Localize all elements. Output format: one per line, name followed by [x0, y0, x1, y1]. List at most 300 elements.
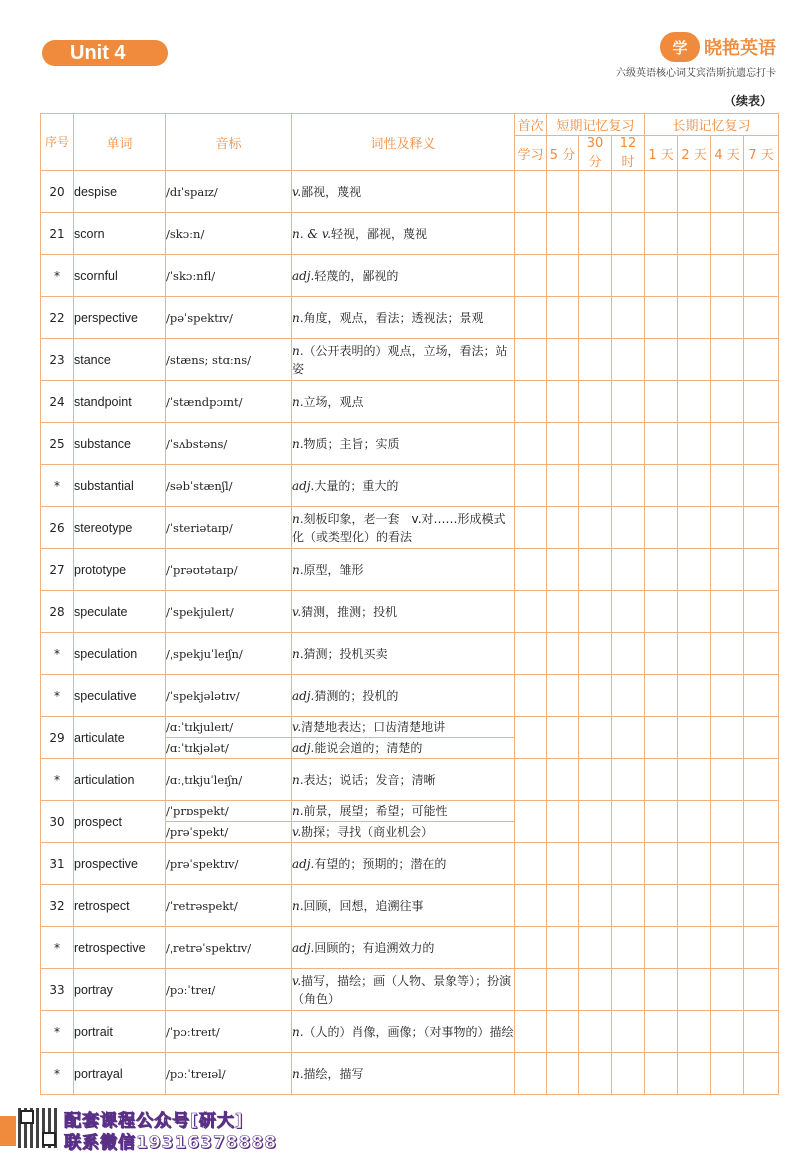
- definition-text: 刻板印象，老一套 v.对……形成模式化（或类型化）的看法: [292, 511, 506, 544]
- checkin-cell[interactable]: [645, 717, 678, 759]
- checkin-cell[interactable]: [612, 927, 645, 969]
- qr-code-icon: [18, 1108, 58, 1148]
- footer-strip: [0, 1116, 16, 1146]
- checkin-cell[interactable]: [547, 339, 579, 381]
- checkin-cell[interactable]: [547, 213, 579, 255]
- checkin-cell[interactable]: [515, 801, 547, 843]
- definition-cell: [292, 507, 515, 549]
- row-number: *: [41, 633, 74, 675]
- phonetic-cell: /pɔːˈtreɪ/: [166, 969, 292, 1011]
- checkin-cell[interactable]: [515, 465, 547, 507]
- checkin-cell[interactable]: [711, 255, 744, 297]
- checkin-cell[interactable]: [612, 423, 645, 465]
- phonetic-cell: /ˌretrəˈspektɪv/: [166, 927, 292, 969]
- row-number: 26: [41, 507, 74, 549]
- table-row: [41, 1011, 779, 1053]
- phonetic-cell: /ˌspekjuˈleɪʃn/: [166, 633, 292, 675]
- checkin-cell[interactable]: [515, 885, 547, 927]
- checkin-cell[interactable]: [612, 675, 645, 717]
- checkin-cell[interactable]: [678, 381, 711, 423]
- checkin-cell[interactable]: [678, 297, 711, 339]
- checkin-cell[interactable]: [678, 801, 711, 843]
- checkin-cell[interactable]: [612, 633, 645, 675]
- checkin-cell[interactable]: [645, 927, 678, 969]
- definition-cell: [292, 423, 515, 465]
- word-cell: scorn: [74, 213, 166, 255]
- definition-cell: [292, 759, 515, 801]
- header-word: 单词: [74, 114, 166, 171]
- checkin-cell[interactable]: [515, 927, 547, 969]
- checkin-cell[interactable]: [515, 1053, 547, 1095]
- row-number: 30: [41, 801, 74, 843]
- unit-badge: Unit 4: [42, 40, 168, 66]
- header-first-study-bottom: 学习: [515, 136, 547, 171]
- checkin-cell[interactable]: [515, 1011, 547, 1053]
- definition-text: 有望的；预期的；潜在的: [314, 856, 447, 871]
- checkin-cell[interactable]: [579, 885, 612, 927]
- definition-text: 能说会道的；清楚的: [314, 741, 423, 755]
- header-definition: 词性及释义: [292, 114, 515, 171]
- checkin-cell[interactable]: [515, 381, 547, 423]
- definition-cell: [292, 675, 515, 717]
- word-cell: articulation: [74, 759, 166, 801]
- row-number: *: [41, 675, 74, 717]
- checkin-cell[interactable]: [547, 465, 579, 507]
- definition-cell: [292, 822, 515, 843]
- row-number: *: [41, 1011, 74, 1053]
- checkin-cell[interactable]: [711, 759, 744, 801]
- definition-cell: [292, 738, 515, 759]
- checkin-cell[interactable]: [547, 423, 579, 465]
- checkin-cell[interactable]: [612, 759, 645, 801]
- checkin-cell[interactable]: [678, 1011, 711, 1053]
- checkin-cell[interactable]: [579, 171, 612, 213]
- checkin-cell[interactable]: [645, 885, 678, 927]
- table-row: [41, 969, 779, 1011]
- checkin-cell[interactable]: [579, 507, 612, 549]
- checkin-cell[interactable]: [547, 171, 579, 213]
- part-of-speech: n.: [292, 772, 304, 787]
- checkin-cell[interactable]: [515, 213, 547, 255]
- row-number: *: [41, 1053, 74, 1095]
- definition-text: 轻视，鄙视，蔑视: [331, 226, 428, 241]
- checkin-cell[interactable]: [678, 549, 711, 591]
- checkin-cell[interactable]: [579, 801, 612, 843]
- word-cell: substantial: [74, 465, 166, 507]
- checkin-cell[interactable]: [645, 255, 678, 297]
- definition-text: 原型，雏形: [303, 562, 364, 577]
- brand-logo-icon: 学: [660, 32, 700, 62]
- checkin-cell[interactable]: [515, 969, 547, 1011]
- checkin-cell[interactable]: [515, 591, 547, 633]
- checkin-cell[interactable]: [547, 549, 579, 591]
- checkin-cell[interactable]: [711, 423, 744, 465]
- checkin-cell[interactable]: [645, 507, 678, 549]
- definition-cell: [292, 465, 515, 507]
- row-number: 32: [41, 885, 74, 927]
- continued-label: （续表）: [723, 94, 772, 108]
- row-number: 23: [41, 339, 74, 381]
- checkin-cell[interactable]: [515, 675, 547, 717]
- word-cell: speculation: [74, 633, 166, 675]
- definition-text: 前景，展望；希望；可能性: [303, 804, 448, 818]
- part-of-speech: n.: [292, 343, 304, 358]
- checkin-cell[interactable]: [612, 213, 645, 255]
- checkin-cell[interactable]: [515, 507, 547, 549]
- checkin-cell[interactable]: [579, 465, 612, 507]
- table-row: [41, 339, 779, 381]
- word-cell: portrayal: [74, 1053, 166, 1095]
- checkin-cell[interactable]: [678, 255, 711, 297]
- checkin-cell[interactable]: [579, 1011, 612, 1053]
- checkin-cell[interactable]: [612, 171, 645, 213]
- phonetic-cell: /ɑːˌtɪkjuˈleɪʃn/: [166, 759, 292, 801]
- checkin-cell[interactable]: [744, 465, 779, 507]
- checkin-cell[interactable]: [612, 843, 645, 885]
- checkin-cell[interactable]: [744, 591, 779, 633]
- checkin-cell[interactable]: [579, 1053, 612, 1095]
- phonetic-cell: /ˈstændpɔɪnt/: [166, 381, 292, 423]
- checkin-cell[interactable]: [678, 843, 711, 885]
- checkin-cell[interactable]: [547, 885, 579, 927]
- checkin-cell[interactable]: [612, 381, 645, 423]
- checkin-cell[interactable]: [645, 633, 678, 675]
- phonetic-cell: /pɔːˈtreɪəl/: [166, 1053, 292, 1095]
- checkin-cell[interactable]: [744, 717, 779, 759]
- part-of-speech: n.: [292, 394, 304, 409]
- part-of-speech: adj.: [292, 268, 315, 283]
- definition-text: 描绘，描写: [303, 1066, 364, 1081]
- checkin-cell[interactable]: [579, 927, 612, 969]
- checkin-cell[interactable]: [678, 1053, 711, 1095]
- checkin-cell[interactable]: [645, 171, 678, 213]
- checkin-cell[interactable]: [547, 633, 579, 675]
- checkin-cell[interactable]: [547, 759, 579, 801]
- checkin-cell[interactable]: [711, 381, 744, 423]
- word-cell: scornful: [74, 255, 166, 297]
- checkin-cell[interactable]: [547, 255, 579, 297]
- part-of-speech: n. & v.: [292, 226, 332, 241]
- checkin-cell[interactable]: [711, 801, 744, 843]
- part-of-speech: n.: [292, 436, 304, 451]
- footer: [0, 1106, 320, 1153]
- checkin-cell[interactable]: [744, 381, 779, 423]
- checkin-cell[interactable]: [744, 969, 779, 1011]
- definition-text: 大量的；重大的: [314, 478, 399, 493]
- definition-text: 回顾，回想，追溯往事: [303, 898, 424, 913]
- table-row: [41, 675, 779, 717]
- checkin-cell[interactable]: [744, 927, 779, 969]
- word-cell: stance: [74, 339, 166, 381]
- checkin-cell[interactable]: [711, 633, 744, 675]
- definition-text: 表达；说话；发音；清晰: [303, 772, 436, 787]
- phonetic-cell: /ˈskɔːnfl/: [166, 255, 292, 297]
- definition-text: 立场，观点: [303, 394, 364, 409]
- checkin-cell[interactable]: [547, 843, 579, 885]
- phonetic-cell: /skɔːn/: [166, 213, 292, 255]
- row-number: 33: [41, 969, 74, 1011]
- checkin-cell[interactable]: [711, 171, 744, 213]
- checkin-cell[interactable]: [579, 297, 612, 339]
- phonetic-cell: /səbˈstænʃl/: [166, 465, 292, 507]
- header-long-7d: 7 天: [744, 136, 779, 171]
- table-row: [41, 297, 779, 339]
- checkin-cell[interactable]: [744, 843, 779, 885]
- row-number: *: [41, 759, 74, 801]
- checkin-cell[interactable]: [579, 213, 612, 255]
- word-cell: prospective: [74, 843, 166, 885]
- checkin-cell[interactable]: [612, 255, 645, 297]
- checkin-cell[interactable]: [515, 171, 547, 213]
- table-row: [41, 549, 779, 591]
- checkin-cell[interactable]: [612, 549, 645, 591]
- checkin-cell[interactable]: [579, 381, 612, 423]
- checkin-cell[interactable]: [515, 549, 547, 591]
- phonetic-cell: /prəˈspektɪv/: [166, 843, 292, 885]
- phonetic-cell: /ˈspekjələtɪv/: [166, 675, 292, 717]
- checkin-cell[interactable]: [515, 717, 547, 759]
- checkin-cell[interactable]: [547, 297, 579, 339]
- checkin-cell[interactable]: [547, 927, 579, 969]
- table-row: [41, 591, 779, 633]
- row-number: 25: [41, 423, 74, 465]
- checkin-cell[interactable]: [678, 759, 711, 801]
- checkin-cell[interactable]: [547, 801, 579, 843]
- checkin-cell[interactable]: [711, 507, 744, 549]
- checkin-cell[interactable]: [612, 591, 645, 633]
- definition-text: 勘探；寻找（商业机会）: [301, 825, 434, 839]
- table-row: [41, 507, 779, 549]
- checkin-cell[interactable]: [645, 759, 678, 801]
- checkin-cell[interactable]: [711, 591, 744, 633]
- table-row: [41, 255, 779, 297]
- checkin-cell[interactable]: [711, 297, 744, 339]
- part-of-speech: v.: [292, 973, 302, 988]
- checkin-cell[interactable]: [744, 549, 779, 591]
- checkin-cell[interactable]: [579, 549, 612, 591]
- checkin-cell[interactable]: [645, 339, 678, 381]
- checkin-cell[interactable]: [744, 507, 779, 549]
- checkin-cell[interactable]: [711, 465, 744, 507]
- checkin-cell[interactable]: [711, 1053, 744, 1095]
- checkin-cell[interactable]: [612, 717, 645, 759]
- table-row: [41, 213, 779, 255]
- checkin-cell[interactable]: [744, 213, 779, 255]
- checkin-cell[interactable]: [645, 423, 678, 465]
- checkin-cell[interactable]: [612, 507, 645, 549]
- checkin-cell[interactable]: [579, 339, 612, 381]
- checkin-cell[interactable]: [547, 969, 579, 1011]
- checkin-cell[interactable]: [645, 1011, 678, 1053]
- table-row: [41, 381, 779, 423]
- checkin-cell[interactable]: [645, 801, 678, 843]
- checkin-cell[interactable]: [678, 717, 711, 759]
- definition-cell: [292, 591, 515, 633]
- checkin-cell[interactable]: [711, 675, 744, 717]
- checkin-cell[interactable]: [678, 885, 711, 927]
- part-of-speech: n.: [292, 310, 304, 325]
- phonetic-cell: /ɑːˈtɪkjuleɪt/: [166, 717, 292, 738]
- checkin-cell[interactable]: [579, 675, 612, 717]
- table-row: [41, 465, 779, 507]
- checkin-cell[interactable]: [711, 885, 744, 927]
- checkin-cell[interactable]: [547, 1053, 579, 1095]
- checkin-cell[interactable]: [579, 633, 612, 675]
- definition-text: 角度，观点，看法；透视法；景观: [303, 310, 484, 325]
- definition-text: 回顾的；有追溯效力的: [314, 940, 435, 955]
- checkin-cell[interactable]: [547, 675, 579, 717]
- checkin-cell[interactable]: [678, 423, 711, 465]
- checkin-cell[interactable]: [711, 927, 744, 969]
- header-long-term: 长期记忆复习: [645, 114, 779, 136]
- checkin-cell[interactable]: [744, 423, 779, 465]
- header-first-study-top: 首次: [515, 114, 547, 136]
- checkin-cell[interactable]: [645, 675, 678, 717]
- phonetic-cell: /ɑːˈtɪkjələt/: [166, 738, 292, 759]
- checkin-cell[interactable]: [515, 843, 547, 885]
- checkin-cell[interactable]: [678, 339, 711, 381]
- checkin-cell[interactable]: [744, 759, 779, 801]
- phonetic-cell: /stæns; stɑːns/: [166, 339, 292, 381]
- header-phonetic: 音标: [166, 114, 292, 171]
- checkin-cell[interactable]: [744, 675, 779, 717]
- checkin-cell[interactable]: [515, 423, 547, 465]
- checkin-cell[interactable]: [744, 1011, 779, 1053]
- checkin-cell[interactable]: [515, 339, 547, 381]
- checkin-cell[interactable]: [645, 1053, 678, 1095]
- checkin-cell[interactable]: [612, 297, 645, 339]
- checkin-cell[interactable]: [579, 843, 612, 885]
- word-cell: stereotype: [74, 507, 166, 549]
- checkin-cell[interactable]: [515, 759, 547, 801]
- definition-text: 猜测；投机买卖: [303, 646, 388, 661]
- checkin-cell[interactable]: [744, 339, 779, 381]
- part-of-speech: n.: [292, 804, 304, 818]
- table-row: [41, 927, 779, 969]
- checkin-cell[interactable]: [579, 969, 612, 1011]
- checkin-cell[interactable]: [547, 1011, 579, 1053]
- checkin-cell[interactable]: [612, 885, 645, 927]
- checkin-cell[interactable]: [645, 591, 678, 633]
- checkin-cell[interactable]: [612, 465, 645, 507]
- checkin-cell[interactable]: [744, 801, 779, 843]
- phonetic-cell: /ˈpɔːtreɪt/: [166, 1011, 292, 1053]
- checkin-cell[interactable]: [515, 633, 547, 675]
- part-of-speech: n.: [292, 646, 304, 661]
- checkin-cell[interactable]: [744, 633, 779, 675]
- checkin-cell[interactable]: [711, 213, 744, 255]
- definition-cell: [292, 171, 515, 213]
- definition-cell: [292, 927, 515, 969]
- checkin-cell[interactable]: [579, 759, 612, 801]
- header-long-1d: 1 天: [645, 136, 678, 171]
- table-row: [41, 717, 779, 738]
- checkin-cell[interactable]: [678, 927, 711, 969]
- checkin-cell[interactable]: [744, 171, 779, 213]
- checkin-cell[interactable]: [678, 213, 711, 255]
- row-number: 24: [41, 381, 74, 423]
- checkin-cell[interactable]: [678, 507, 711, 549]
- checkin-cell[interactable]: [711, 969, 744, 1011]
- checkin-cell[interactable]: [711, 339, 744, 381]
- checkin-cell[interactable]: [645, 549, 678, 591]
- checkin-cell[interactable]: [579, 423, 612, 465]
- part-of-speech: v.: [292, 604, 302, 619]
- checkin-cell[interactable]: [744, 297, 779, 339]
- row-number: 28: [41, 591, 74, 633]
- checkin-cell[interactable]: [678, 675, 711, 717]
- checkin-cell[interactable]: [612, 969, 645, 1011]
- table-row: [41, 843, 779, 885]
- table-row: [41, 423, 779, 465]
- checkin-cell[interactable]: [645, 213, 678, 255]
- checkin-cell[interactable]: [612, 1053, 645, 1095]
- checkin-cell[interactable]: [515, 255, 547, 297]
- checkin-cell[interactable]: [612, 801, 645, 843]
- promo-line-1: 配套课程公众号[研大]: [64, 1111, 244, 1131]
- checkin-cell[interactable]: [547, 381, 579, 423]
- checkin-cell[interactable]: [579, 255, 612, 297]
- header-short-term: 短期记忆复习: [547, 114, 645, 136]
- definition-text: 猜测的；投机的: [314, 688, 399, 703]
- checkin-cell[interactable]: [645, 465, 678, 507]
- checkin-cell[interactable]: [711, 717, 744, 759]
- header-num: 序号: [41, 114, 74, 171]
- checkin-cell[interactable]: [678, 591, 711, 633]
- checkin-cell[interactable]: [711, 1011, 744, 1053]
- table-row: [41, 885, 779, 927]
- definition-text: 清楚地表达；口齿清楚地讲: [301, 720, 446, 734]
- checkin-cell[interactable]: [645, 381, 678, 423]
- checkin-cell[interactable]: [547, 717, 579, 759]
- checkin-cell[interactable]: [645, 843, 678, 885]
- header-short-12h: 12 时: [612, 136, 645, 171]
- checkin-cell[interactable]: [678, 465, 711, 507]
- checkin-cell[interactable]: [711, 843, 744, 885]
- checkin-cell[interactable]: [744, 255, 779, 297]
- checkin-cell[interactable]: [515, 297, 547, 339]
- checkin-cell[interactable]: [678, 633, 711, 675]
- row-number: 31: [41, 843, 74, 885]
- checkin-cell[interactable]: [547, 507, 579, 549]
- checkin-cell[interactable]: [612, 339, 645, 381]
- checkin-cell[interactable]: [579, 717, 612, 759]
- brand-subtitle: 六级英语核心词艾宾浩斯抗遗忘打卡: [616, 68, 776, 79]
- checkin-cell[interactable]: [678, 171, 711, 213]
- checkin-cell[interactable]: [678, 969, 711, 1011]
- table-row: [41, 759, 779, 801]
- row-number: *: [41, 255, 74, 297]
- word-cell: speculate: [74, 591, 166, 633]
- checkin-cell[interactable]: [645, 969, 678, 1011]
- word-cell: portrait: [74, 1011, 166, 1053]
- part-of-speech: adj.: [292, 856, 315, 871]
- checkin-cell[interactable]: [744, 1053, 779, 1095]
- checkin-cell[interactable]: [612, 1011, 645, 1053]
- definition-text: （公开表明的）观点，立场，看法；站姿: [292, 343, 508, 376]
- definition-cell: [292, 801, 515, 822]
- checkin-cell[interactable]: [711, 549, 744, 591]
- definition-text: 轻蔑的，鄙视的: [314, 268, 399, 283]
- checkin-cell[interactable]: [744, 885, 779, 927]
- part-of-speech: n.: [292, 1024, 304, 1039]
- part-of-speech: adj.: [292, 940, 315, 955]
- row-number: 20: [41, 171, 74, 213]
- checkin-cell[interactable]: [547, 591, 579, 633]
- definition-cell: [292, 1053, 515, 1095]
- checkin-cell[interactable]: [645, 297, 678, 339]
- checkin-cell[interactable]: [579, 591, 612, 633]
